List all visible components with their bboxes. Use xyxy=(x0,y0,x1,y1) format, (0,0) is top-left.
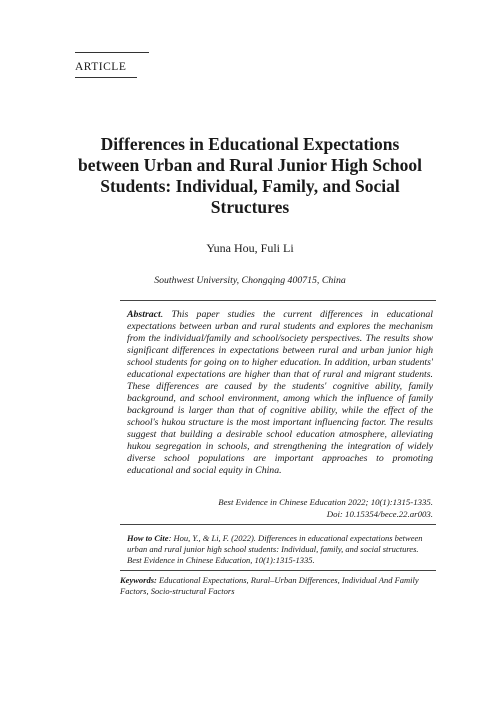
how-to-cite-label: How to Cite xyxy=(127,533,169,543)
how-to-cite-block xyxy=(127,533,433,566)
doi: Doi: 10.15354/bece.22.ar003. xyxy=(326,509,433,519)
header-top-rule xyxy=(75,52,149,53)
keywords-top-rule xyxy=(120,570,436,571)
author-affiliation: Southwest University, Chongqing 400715, China xyxy=(154,275,346,286)
abstract-block xyxy=(127,309,433,477)
abstract-bottom-rule xyxy=(120,524,436,525)
how-to-cite-text: : Hou, Y., & Li, F. (2022). Differences in educational expectations between urban and rural junior high school students: Individual, family, and social structures. Best Evidence in Chinese Education, 10(1):1315-1335. xyxy=(127,533,423,565)
keywords-text: Educational Expectations, Rural–Urban Differences, Individual And Family Factors, Socio-structural Factors xyxy=(120,575,419,596)
paper-authors: Yuna Hou, Fuli Li xyxy=(206,241,294,255)
abstract-text: . This paper studies the current differences in educational expectations between urban and rural students and explores the mechanism from the individual/family and school/society perspectives. The results show significant differences in expectations between rural and urban junior high school students for going on to higher education. In addition, urban students' educational expectations are higher than that of rural and migrant students. These differences are caused by the students' cognitive ability, family background, and school environment, among which the influence of family background is larger than that of cognitive ability, while the effect of the school's hukou structure is the most important influencing factor. The results suggest that building a desirable school education atmosphere, alleviating hukou segregation in schools, and strengthening the integration of widely diverse school populations are important approaches to promoting educational and social equity in China. xyxy=(127,309,433,476)
abstract-top-rule xyxy=(120,300,436,301)
article-type-label: ARTICLE xyxy=(75,61,127,73)
paper-title: Differences in Educational Expectations between Urban and Rural Junior High School Students: Individual, Family, and Social Structures xyxy=(78,134,422,217)
source-info xyxy=(127,496,433,520)
keywords-block xyxy=(120,575,436,597)
header-bottom-rule xyxy=(75,77,137,78)
abstract-heading: Abstract xyxy=(127,309,161,320)
journal-reference: Best Evidence in Chinese Education 2022; 10(1):1315-1335. xyxy=(218,497,433,507)
keywords-label: Keywords: xyxy=(120,575,157,585)
